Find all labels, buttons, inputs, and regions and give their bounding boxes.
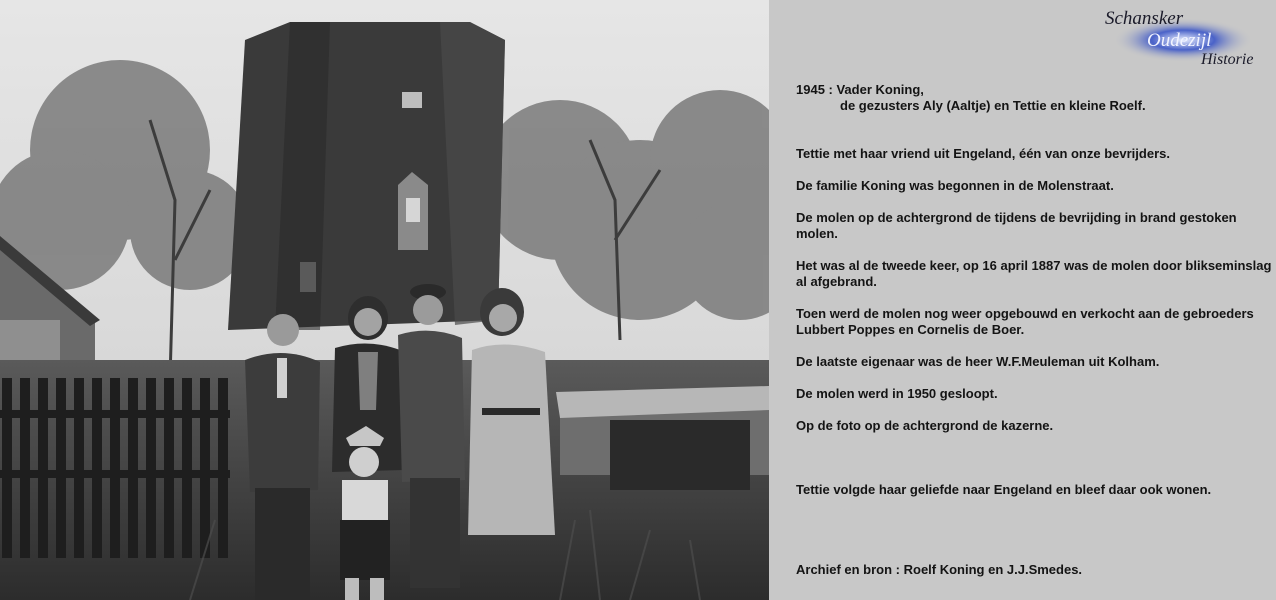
windmill-tower bbox=[228, 22, 505, 330]
logo-text-schansker: Schansker bbox=[1105, 8, 1184, 29]
caption-paragraph-8: Op de foto op de achtergrond de kazerne. bbox=[796, 418, 1054, 433]
caption-text bbox=[796, 82, 1274, 578]
caption-panel bbox=[770, 0, 1276, 600]
caption-paragraph-6: De laatste eigenaar was de heer W.F.Meuleman uit Kolham. bbox=[796, 354, 1160, 369]
caption-paragraph-1: Tettie met haar vriend uit Engeland, één van onze bevrijders. bbox=[796, 146, 1170, 161]
caption-line-2: de gezusters Aly (Aaltje) en Tettie en kleine Roelf. bbox=[840, 98, 1146, 113]
caption-paragraph-2: De familie Koning was begonnen in de Molenstraat. bbox=[796, 178, 1114, 193]
logo-text-historie: Historie bbox=[1201, 51, 1254, 68]
caption-source: Archief en bron : Roelf Koning en J.J.Smedes. bbox=[796, 562, 1083, 577]
caption-paragraph-9: Tettie volgde haar geliefde naar Engeland en bleef daar ook wonen. bbox=[796, 482, 1212, 497]
schansker-logo bbox=[1103, 4, 1273, 68]
caption-paragraph-3: De molen op de achtergrond de tijdens de bevrijding in brand gestoken molen. bbox=[796, 210, 1241, 241]
caption-paragraph-4: Het was al de tweede keer, op 16 april 1887 was de molen door blikseminslag al afgebrand. bbox=[796, 258, 1276, 289]
caption-paragraph-7: De molen werd in 1950 gesloopt. bbox=[796, 386, 998, 401]
shed bbox=[556, 386, 769, 490]
caption-paragraph-5: Toen werd de molen nog weer opgebouwd en verkocht aan de gebroeders Lubbert Poppes en Cornelis de Boer. bbox=[796, 306, 1258, 337]
logo-graphic bbox=[1103, 4, 1273, 68]
logo-text-oudezijl: Oudezijl bbox=[1147, 30, 1212, 51]
caption-line-1: 1945 : Vader Koning, bbox=[796, 82, 924, 97]
